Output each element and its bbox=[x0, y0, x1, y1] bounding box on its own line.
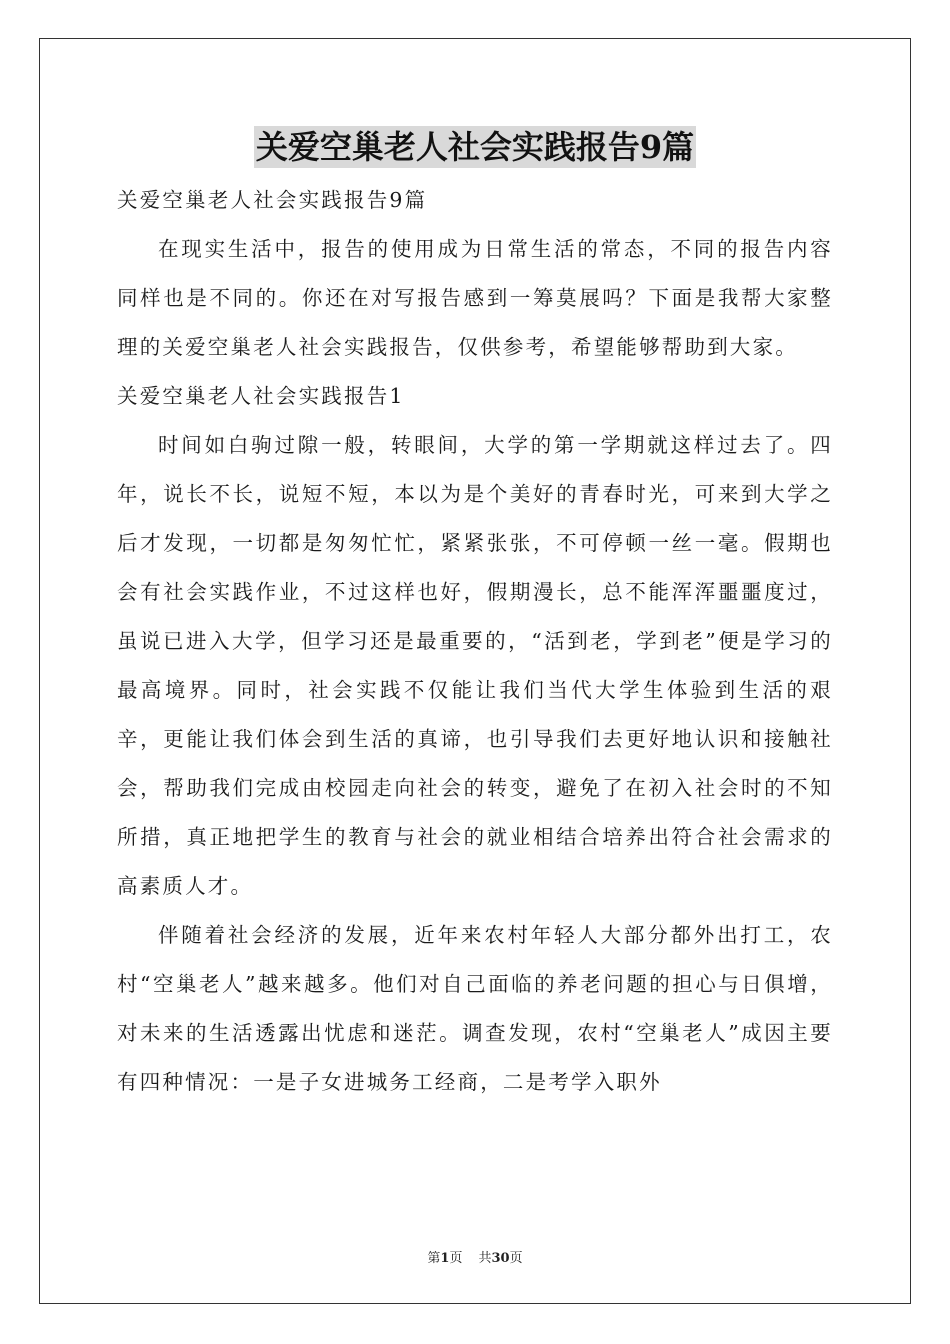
page-suffix: 页 bbox=[449, 1251, 463, 1266]
body-paragraph-2: 伴随着社会经济的发展，近年来农村年轻人大部分都外出打工，农村“空巢老人”越来越多。他们对自己面临的养老问题的担心与日俱增，对未来的生活透露出忧虑和迷茫。调查发现，农村“空巢老人”成因主要有四种情况：一是子女进城务工经商，二是考学入职外 bbox=[117, 923, 833, 1094]
page-footer bbox=[0, 1247, 950, 1266]
body-paragraph-1: 时间如白驹过隙一般，转眼间，大学的第一学期就这样过去了。四年，说长不长，说短不短，本以为是个美好的青春时光，可来到大学之后才发现，一切都是匆匆忙忙，紧紧张张，不可停顿一丝一毫。假期也会有社会实践作业，不过这样也好，假期漫长，总不能浑浑噩噩度过，虽说已进入大学，但学习还是最重要的，“活到老，学到老”便是学习的最高境界。同时，社会实践不仅能让我们当代大学生体验到生活的艰辛，更能让我们体会到生活的真谛，也引导我们去更好地认识和接触社会，帮助我们完成由校园走向社会的转变，避免了在初入社会时的不知所措，真正地把学生的教育与社会的就业相结合培养出符合社会需求的高素质人才。 bbox=[117, 433, 833, 898]
total-prefix: 共 bbox=[478, 1251, 492, 1266]
total-pages-number: 30 bbox=[491, 1251, 510, 1266]
total-suffix: 页 bbox=[509, 1251, 523, 1266]
section-heading: 关爱空巢老人社会实践报告1 bbox=[117, 384, 405, 408]
document-body bbox=[117, 176, 833, 1107]
intro-paragraph: 在现实生活中，报告的使用成为日常生活的常态，不同的报告内容同样也是不同的。你还在对写报告感到一筹莫展吗？下面是我帮大家整理的关爱空巢老人社会实践报告，仅供参考，希望能够帮助到大家。 bbox=[117, 237, 833, 359]
document-subtitle: 关爱空巢老人社会实践报告9篇 bbox=[117, 188, 428, 212]
title-wrapper bbox=[0, 126, 950, 168]
current-page-number: 1 bbox=[440, 1251, 450, 1266]
document-title: 关爱空巢老人社会实践报告9篇 bbox=[255, 128, 695, 166]
page-prefix: 第 bbox=[427, 1251, 441, 1266]
